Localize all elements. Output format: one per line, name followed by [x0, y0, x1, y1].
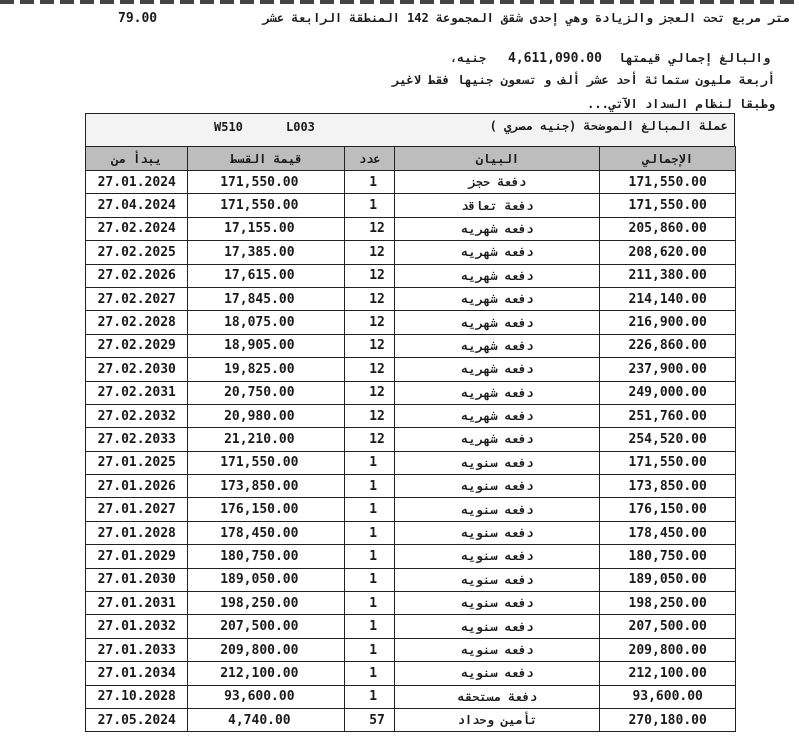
- row-description: تأمين وحداد: [395, 708, 600, 731]
- payment-system-intro: وطبقا لنظام السداد الآتي...: [587, 97, 775, 111]
- row-date: 27.10.2028: [86, 685, 188, 708]
- row-installment: 212,100.00: [188, 662, 345, 685]
- table-row: [86, 171, 736, 194]
- row-count: 1: [345, 592, 395, 615]
- unit-area-text: متر مربع تحت العجز والزيادة وهي إحدى شقق المجموعة 142 المنطقة الرابعة عشر: [262, 11, 790, 25]
- payment-table: [85, 146, 736, 732]
- row-installment: 178,450.00: [188, 521, 345, 544]
- row-description: دفعه شهريه: [395, 241, 600, 264]
- row-date: 27.01.2034: [86, 662, 188, 685]
- row-total: 254,520.00: [600, 428, 736, 451]
- row-total: 209,800.00: [600, 638, 736, 661]
- row-date: 27.01.2028: [86, 521, 188, 544]
- row-installment: 21,210.00: [188, 428, 345, 451]
- row-description: دفعه شهريه: [395, 287, 600, 310]
- row-installment: 173,850.00: [188, 475, 345, 498]
- row-description: دفعه سنويه: [395, 451, 600, 474]
- table-row: [86, 241, 736, 264]
- table-body: [86, 171, 736, 732]
- table-row: [86, 217, 736, 240]
- total-value-amount: 4,611,090.00: [508, 51, 602, 66]
- row-description: دفعه شهريه: [395, 381, 600, 404]
- schedule-header-bar: [85, 113, 735, 147]
- table-row: [86, 521, 736, 544]
- table-row: [86, 264, 736, 287]
- row-count: 12: [345, 334, 395, 357]
- col-header-date: يبدأ من: [86, 147, 188, 171]
- row-count: 12: [345, 428, 395, 451]
- row-count: 1: [345, 475, 395, 498]
- row-total: 178,450.00: [600, 521, 736, 544]
- col-header-installment: قيمة القسط: [188, 147, 345, 171]
- table-header-row: [86, 147, 736, 171]
- row-count: 1: [345, 521, 395, 544]
- row-description: دفعه شهريه: [395, 217, 600, 240]
- row-installment: 209,800.00: [188, 638, 345, 661]
- table-row: [86, 615, 736, 638]
- row-installment: 17,155.00: [188, 217, 345, 240]
- row-date: 27.02.2030: [86, 358, 188, 381]
- row-description: دفعه شهريه: [395, 404, 600, 427]
- row-date: 27.01.2031: [86, 592, 188, 615]
- table-row: [86, 475, 736, 498]
- row-total: 171,550.00: [600, 451, 736, 474]
- row-count: 1: [345, 451, 395, 474]
- row-count: 12: [345, 381, 395, 404]
- row-total: 207,500.00: [600, 615, 736, 638]
- table-row: [86, 381, 736, 404]
- row-total: 208,620.00: [600, 241, 736, 264]
- row-installment: 171,550.00: [188, 194, 345, 217]
- row-count: 12: [345, 264, 395, 287]
- col-header-description: البيان: [395, 147, 600, 171]
- table-row: [86, 545, 736, 568]
- total-value-unit: جنيه،: [450, 51, 487, 65]
- row-date: 27.01.2029: [86, 545, 188, 568]
- row-installment: 180,750.00: [188, 545, 345, 568]
- row-total: 212,100.00: [600, 662, 736, 685]
- row-count: 12: [345, 241, 395, 264]
- row-total: 171,550.00: [600, 171, 736, 194]
- row-count: 1: [345, 194, 395, 217]
- row-installment: 18,905.00: [188, 334, 345, 357]
- row-date: 27.01.2030: [86, 568, 188, 591]
- table-row: [86, 428, 736, 451]
- row-installment: 207,500.00: [188, 615, 345, 638]
- table-row: [86, 638, 736, 661]
- unit-area-value: 79.00: [118, 11, 158, 26]
- table-row: [86, 334, 736, 357]
- schedule-currency-title: عملة المبالغ الموضحة (جنيه مصري ): [489, 119, 728, 133]
- table-row: [86, 358, 736, 381]
- row-date: 27.01.2025: [86, 451, 188, 474]
- row-total: 270,180.00: [600, 708, 736, 731]
- table-row: [86, 451, 736, 474]
- row-description: دفعه سنويه: [395, 545, 600, 568]
- row-date: 27.01.2024: [86, 171, 188, 194]
- row-count: 12: [345, 311, 395, 334]
- row-installment: 171,550.00: [188, 451, 345, 474]
- row-date: 27.01.2032: [86, 615, 188, 638]
- table-row: [86, 311, 736, 334]
- row-total: 237,900.00: [600, 358, 736, 381]
- row-total: 251,760.00: [600, 404, 736, 427]
- row-description: دفعه سنويه: [395, 638, 600, 661]
- row-installment: 17,615.00: [188, 264, 345, 287]
- table-row: [86, 708, 736, 731]
- row-installment: 198,250.00: [188, 592, 345, 615]
- row-description: دفعه سنويه: [395, 592, 600, 615]
- row-description: دفعه سنويه: [395, 615, 600, 638]
- row-count: 12: [345, 358, 395, 381]
- total-value-label: والبالغ إجمالي قيمتها: [618, 51, 770, 65]
- row-installment: 93,600.00: [188, 685, 345, 708]
- row-total: 214,140.00: [600, 287, 736, 310]
- row-description: دفعه سنويه: [395, 475, 600, 498]
- row-installment: 176,150.00: [188, 498, 345, 521]
- row-count: 1: [345, 662, 395, 685]
- total-value-in-words: أربعة مليون ستمائة أحد عشر ألف و تسعون جنيها فقط لاغير: [392, 73, 775, 87]
- table-row: [86, 194, 736, 217]
- table-row: [86, 662, 736, 685]
- col-header-count: عدد: [345, 147, 395, 171]
- row-description: دفعه شهريه: [395, 264, 600, 287]
- row-date: 27.05.2024: [86, 708, 188, 731]
- row-date: 27.01.2033: [86, 638, 188, 661]
- row-description: دفعه شهريه: [395, 334, 600, 357]
- row-description: دفعه شهريه: [395, 311, 600, 334]
- row-installment: 171,550.00: [188, 171, 345, 194]
- row-date: 27.02.2028: [86, 311, 188, 334]
- row-date: 27.02.2026: [86, 264, 188, 287]
- row-count: 1: [345, 685, 395, 708]
- table-row: [86, 498, 736, 521]
- row-date: 27.02.2025: [86, 241, 188, 264]
- row-count: 1: [345, 615, 395, 638]
- row-date: 27.02.2024: [86, 217, 188, 240]
- schedule-code-1: W510: [214, 120, 243, 134]
- schedule-code-2: L003: [286, 120, 315, 134]
- row-count: 12: [345, 287, 395, 310]
- row-date: 27.01.2026: [86, 475, 188, 498]
- row-total: 198,250.00: [600, 592, 736, 615]
- row-description: دفعة حجز: [395, 171, 600, 194]
- row-total: 205,860.00: [600, 217, 736, 240]
- row-description: دفعة تعاقد: [395, 194, 600, 217]
- row-installment: 19,825.00: [188, 358, 345, 381]
- row-count: 1: [345, 638, 395, 661]
- row-count: 12: [345, 404, 395, 427]
- payment-schedule: [85, 113, 735, 737]
- col-header-total: الإجمالي: [600, 147, 736, 171]
- row-date: 27.02.2033: [86, 428, 188, 451]
- row-installment: 18,075.00: [188, 311, 345, 334]
- row-total: 171,550.00: [600, 194, 736, 217]
- row-date: 27.02.2027: [86, 287, 188, 310]
- row-count: 12: [345, 217, 395, 240]
- row-total: 226,860.00: [600, 334, 736, 357]
- row-total: 180,750.00: [600, 545, 736, 568]
- row-installment: 17,385.00: [188, 241, 345, 264]
- row-description: دفعه سنويه: [395, 521, 600, 544]
- row-installment: 20,750.00: [188, 381, 345, 404]
- row-date: 27.02.2032: [86, 404, 188, 427]
- row-count: 1: [345, 545, 395, 568]
- table-row: [86, 685, 736, 708]
- row-installment: 4,740.00: [188, 708, 345, 731]
- table-row: [86, 568, 736, 591]
- row-count: 1: [345, 568, 395, 591]
- table-row: [86, 287, 736, 310]
- row-count: 1: [345, 171, 395, 194]
- row-count: 1: [345, 498, 395, 521]
- row-installment: 20,980.00: [188, 404, 345, 427]
- row-total: 93,600.00: [600, 685, 736, 708]
- table-row: [86, 592, 736, 615]
- row-total: 249,000.00: [600, 381, 736, 404]
- row-total: 173,850.00: [600, 475, 736, 498]
- row-description: دفعه سنويه: [395, 568, 600, 591]
- row-description: دفعة مستحقه: [395, 685, 600, 708]
- row-total: 176,150.00: [600, 498, 736, 521]
- row-count: 57: [345, 708, 395, 731]
- row-installment: 189,050.00: [188, 568, 345, 591]
- row-description: دفعه شهريه: [395, 428, 600, 451]
- row-date: 27.04.2024: [86, 194, 188, 217]
- table-row: [86, 404, 736, 427]
- row-description: دفعه سنويه: [395, 662, 600, 685]
- row-total: 211,380.00: [600, 264, 736, 287]
- row-date: 27.02.2029: [86, 334, 188, 357]
- row-date: 27.02.2031: [86, 381, 188, 404]
- row-total: 189,050.00: [600, 568, 736, 591]
- row-description: دفعه سنويه: [395, 498, 600, 521]
- row-date: 27.01.2027: [86, 498, 188, 521]
- row-description: دفعه شهريه: [395, 358, 600, 381]
- row-installment: 17,845.00: [188, 287, 345, 310]
- row-total: 216,900.00: [600, 311, 736, 334]
